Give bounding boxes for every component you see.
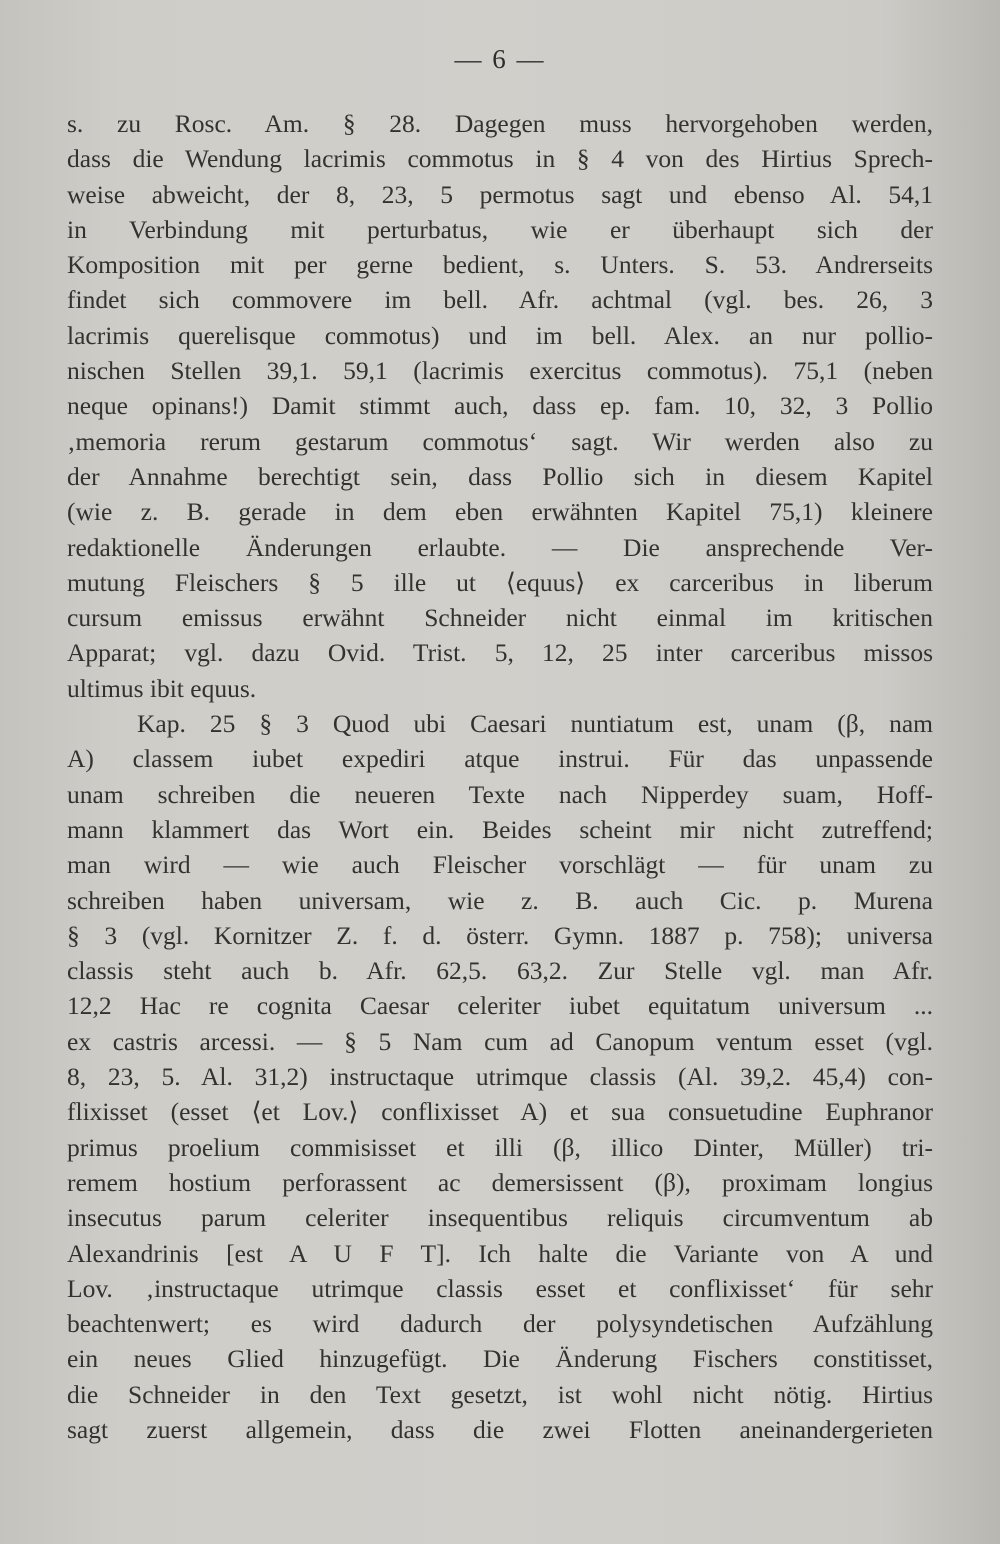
text-line: (wie z. B. gerade in dem eben erwähnten Kapitel 75,1) kleinere: [67, 497, 933, 527]
text-line: § 3 (vgl. Kornitzer Z. f. d. österr. Gymn. 1887 p. 758); universa: [67, 920, 933, 950]
text-line: ein neues Glied hinzugefügt. Die Änderung Fischers constitisset,: [67, 1344, 933, 1374]
body-text: [67, 106, 933, 1447]
text-line: A) classem iubet expediri atque instrui. Für das unpassende: [67, 744, 933, 774]
text-line: dass die Wendung lacrimis commotus in § 4 von des Hirtius Sprech-: [67, 144, 933, 174]
text-line: remem hostium perforassent ac demersissent (β), proximam longius: [67, 1167, 933, 1197]
text-line: beachtenwert; es wird dadurch der polysyndetischen Aufzählung: [67, 1309, 933, 1339]
text-line: s. zu Rosc. Am. § 28. Dagegen muss hervorgehoben werden,: [67, 109, 933, 138]
text-line: sagt zuerst allgemein, dass die zwei Flotten aneinandergerieten: [67, 1414, 933, 1444]
text-line: Apparat; vgl. dazu Ovid. Trist. 5, 12, 25 inter carceribus missos: [67, 638, 933, 668]
text-line: neque opinans!) Damit stimmt auch, dass ep. fam. 10, 32, 3 Pollio: [67, 391, 933, 421]
text-line: nischen Stellen 39,1. 59,1 (lacrimis exercitus commotus). 75,1 (neben: [67, 356, 933, 386]
text-line: redaktionelle Änderungen erlaubte. — Die ansprechende Ver-: [67, 532, 933, 562]
text-line: die Schneider in den Text gesetzt, ist wohl nicht nötig. Hirtius: [67, 1379, 933, 1409]
text-line: primus proelium commisisset et illi (β, illico Dinter, Müller) tri-: [67, 1132, 933, 1162]
text-line: ‚memoria rerum gestarum commotus‘ sagt. Wir werden also zu: [67, 426, 933, 456]
text-line: Komposition mit per gerne bedient, s. Unters. S. 53. Andrerseits: [67, 250, 933, 280]
text-line: lacrimis querelisque commotus) und im bell. Alex. an nur pollio-: [67, 320, 933, 350]
text-line: man wird — wie auch Fleischer vorschlägt — für unam zu: [67, 850, 933, 880]
text-line: der Annahme berechtigt sein, dass Pollio sich in diesem Kapitel: [67, 461, 933, 491]
text-line: schreiben haben universam, wie z. B. auch Cic. p. Murena: [67, 885, 933, 915]
text-line: 8, 23, 5. Al. 31,2) instructaque utrimque classis (Al. 39,2. 45,4) con-: [67, 1062, 933, 1092]
text-line: findet sich commovere im bell. Afr. achtmal (vgl. bes. 26, 3: [67, 285, 933, 315]
text-line: Alexandrinis [est A U F T]. Ich halte die Variante von A und: [67, 1238, 933, 1268]
text-line: ultimus ibit equus.: [67, 673, 257, 703]
text-line: 12,2 Hac re cognita Caesar celeriter iubet equitatum universum ...: [67, 991, 933, 1021]
text-line: weise abweicht, der 8, 23, 5 permotus sagt und ebenso Al. 54,1: [67, 179, 933, 209]
text-line: flixisset (esset ⟨et Lov.⟩ conflixisset A) et sua consuetudine Euphranor: [67, 1097, 933, 1127]
text-line: mutung Fleischers § 5 ille ut ⟨equus⟩ ex carceribus in liberum: [67, 567, 933, 597]
paragraph-start-line: Kap. 25 § 3 Quod ubi Caesari nuntiatum est, unam (β, nam: [137, 709, 933, 739]
page-number: — 6 —: [454, 44, 546, 74]
text-line: mann klammert das Wort ein. Beides scheint mir nicht zutreffend;: [67, 814, 933, 844]
text-line: in Verbindung mit perturbatus, wie er überhaupt sich der: [67, 214, 933, 244]
text-line: ex castris arcessi. — § 5 Nam cum ad Canopum ventum esset (vgl.: [67, 1026, 933, 1056]
text-line: insecutus parum celeriter insequentibus reliquis circumventum ab: [67, 1203, 933, 1233]
text-line: Lov. ‚instructaque utrimque classis esset et conflixisset‘ für sehr: [67, 1273, 933, 1303]
text-line: unam schreiben die neueren Texte nach Nipperdey suam, Hoff-: [67, 779, 933, 809]
text-line: cursum emissus erwähnt Schneider nicht einmal im kritischen: [67, 603, 933, 633]
text-line: classis steht auch b. Afr. 62,5. 63,2. Zur Stelle vgl. man Afr.: [67, 956, 933, 986]
